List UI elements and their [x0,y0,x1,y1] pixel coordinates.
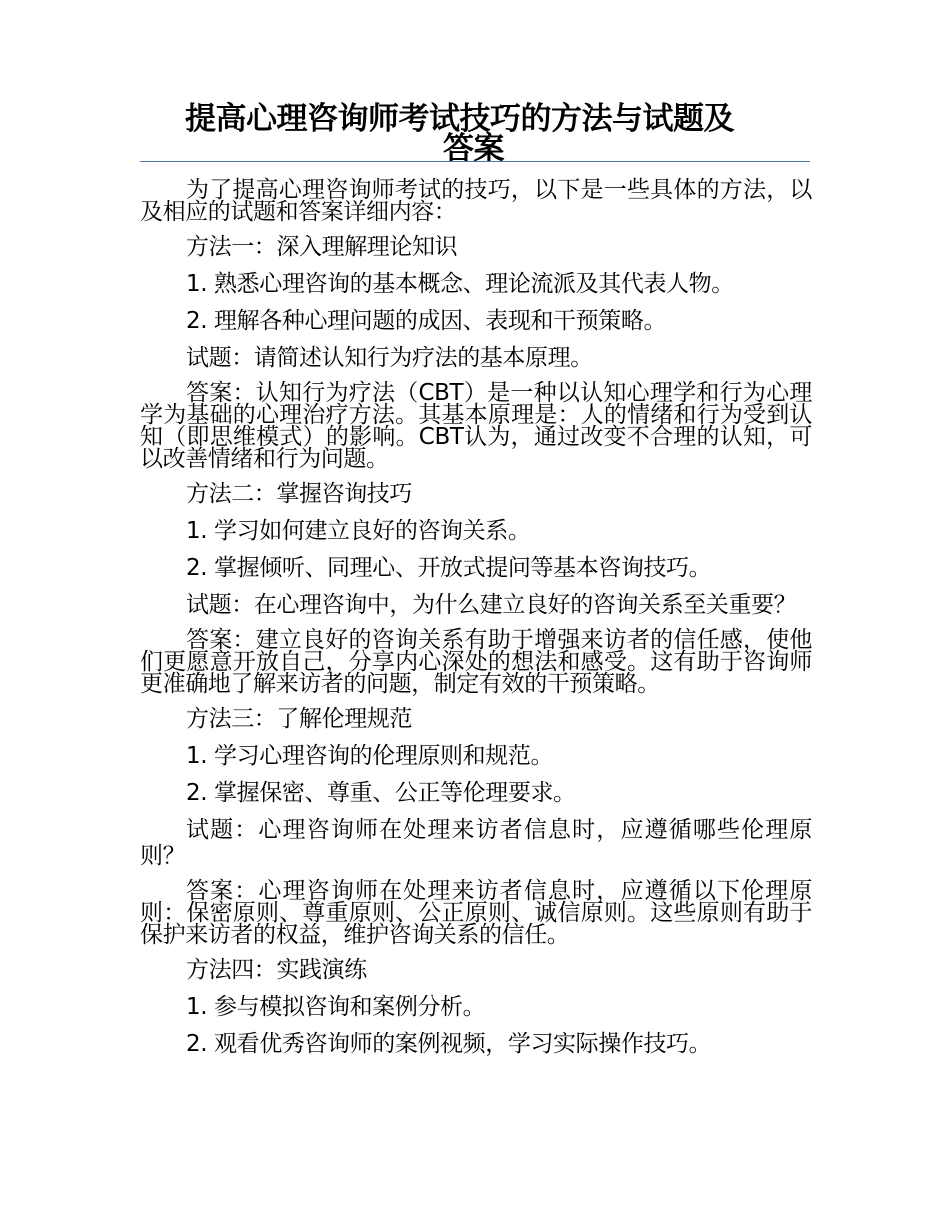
method-2-heading: 方法二：掌握咨询技巧 [186,481,413,507]
method-3-heading: 方法三：了解伦理规范 [186,706,413,732]
method-2-item-2: 2. 掌握倾听、同理心、开放式提问等基本咨询技巧。 [186,555,712,581]
method-3-question: 试题：心理咨询师在处理来访者信息时，应遵循哪些伦理原则？ [140,817,812,869]
intro-paragraph: 为了提高心理咨询师考试的技巧，以下是一些具体的方法，以及相应的试题和答案详细内容： [140,177,812,225]
method-2-question: 试题：在心理咨询中，为什么建立良好的咨询关系至关重要？ [186,592,797,618]
method-3-item-2: 2. 掌握保密、尊重、公正等伦理要求。 [186,780,576,806]
method-3-answer: 答案：心理咨询师在处理来访者信息时，应遵循以下伦理原则：保密原则、尊重原则、公正原则、诚信原则。这些原则有助于保护来访者的权益，维护咨询关系的信任。 [140,878,812,948]
method-2-item-1: 1. 学习如何建立良好的咨询关系。 [186,518,531,544]
title-line-1: 提高心理咨询师考试技巧的方法与试题及 [185,101,734,137]
document-body [140,179,812,1068]
method-3-item-1: 1. 学习心理咨询的伦理原则和规范。 [186,743,554,769]
method-1-question: 试题：请简述认知行为疗法的基本原理。 [186,345,593,371]
method-4-heading: 方法四：实践演练 [186,957,367,983]
title-line-2: 答案 [443,131,504,167]
method-1-item-2: 2. 理解各种心理问题的成因、表现和干预策略。 [186,308,667,334]
method-1-item-1: 1. 熟悉心理咨询的基本概念、理论流派及其代表人物。 [186,271,734,297]
title-underline [140,161,810,162]
method-4-item-2: 2. 观看优秀咨询师的案例视频，学习实际操作技巧。 [186,1031,712,1057]
method-1-answer: 答案：认知行为疗法（CBT）是一种以认知心理学和行为心理学为基础的心理治疗方法。其基本原理是：人的情绪和行为受到认知（即思维模式）的影响。CBT认为，通过改变不合理的认知，可以改善情绪和行为问题。 [140,380,812,472]
method-2-answer: 答案：建立良好的咨询关系有助于增强来访者的信任感，使他们更愿意开放自己，分享内心深处的想法和感受。这有助于咨询师更准确地了解来访者的问题，制定有效的干预策略。 [140,627,812,697]
document-title [185,101,815,167]
method-1-heading: 方法一：深入理解理论知识 [186,234,458,260]
method-4-item-1: 1. 参与模拟咨询和案例分析。 [186,994,486,1020]
